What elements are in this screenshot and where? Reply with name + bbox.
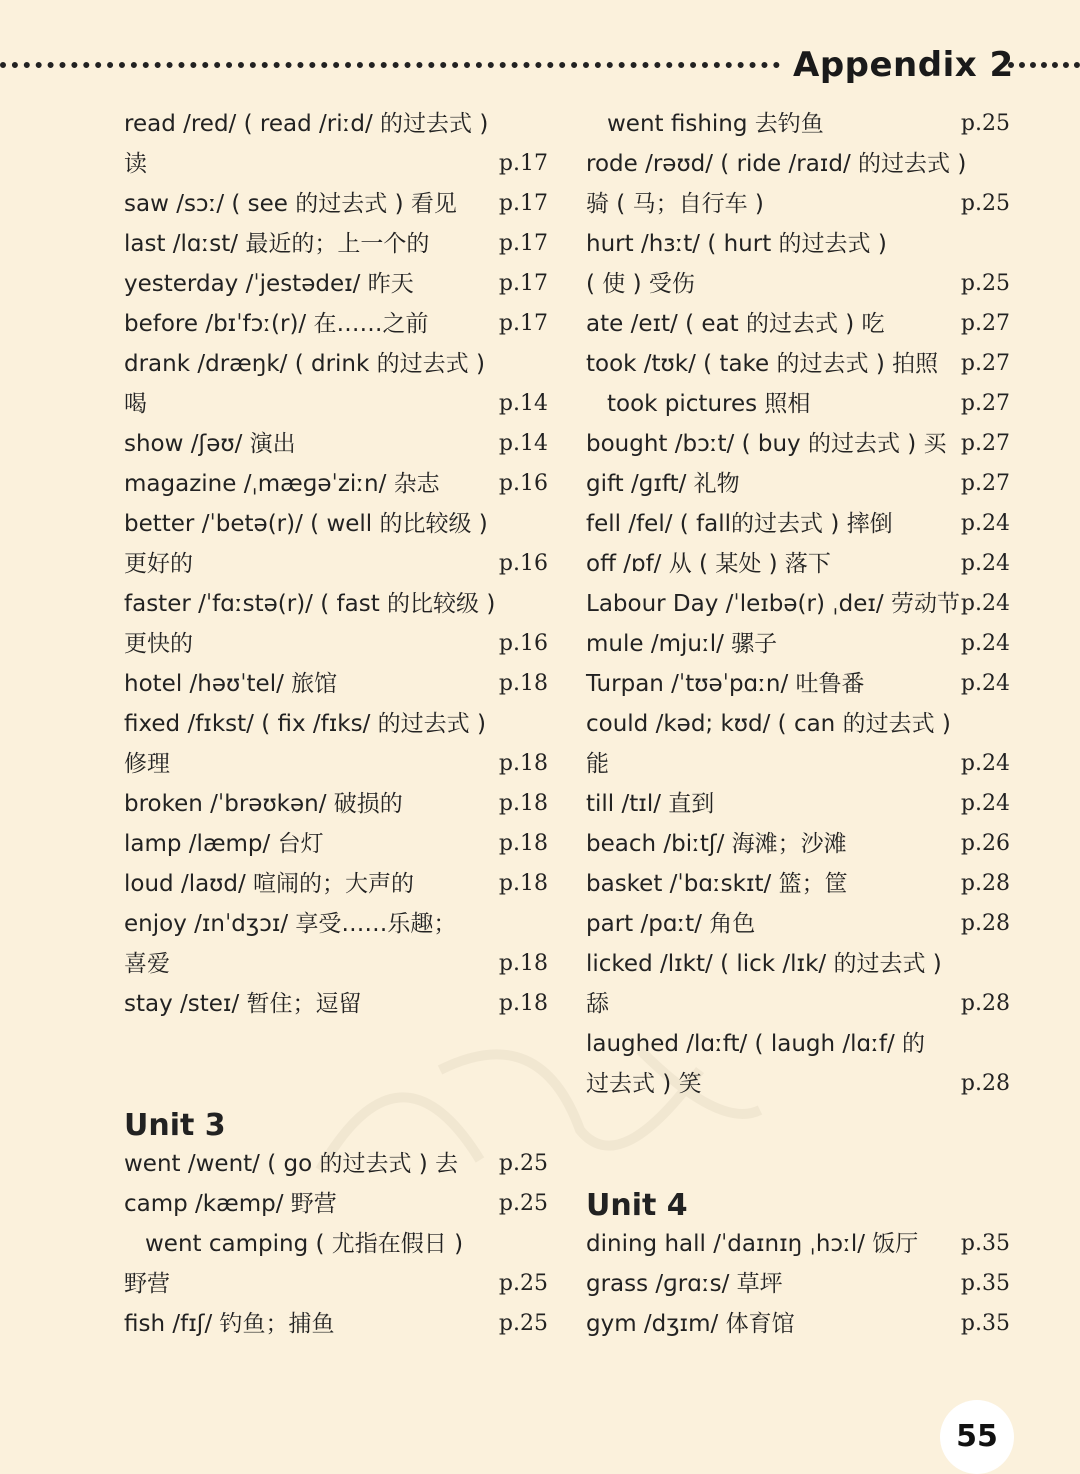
vocab-entry: [586, 1064, 1010, 1104]
vocab-entry: [124, 304, 548, 344]
vocab-entry: [124, 624, 548, 664]
vocab-page-ref: p.18: [498, 991, 548, 1016]
vocab-text: gift /ɡɪft/ 礼物: [586, 471, 740, 497]
vocab-entry: [586, 624, 1010, 664]
vocab-entry: [124, 944, 548, 984]
vocab-page-ref: p.28: [960, 1071, 1010, 1096]
vocab-entry: [124, 1264, 548, 1304]
vocab-entry: [124, 384, 548, 424]
vocab-text: 骑 ( 马；自行车 ): [586, 191, 764, 217]
vocab-entry: [586, 584, 1010, 624]
vocab-page-ref: p.17: [498, 271, 548, 296]
vocab-text: read /red/ ( read /riːd/ 的过去式 ): [124, 111, 489, 137]
vocab-entry: [124, 144, 548, 184]
vocab-page-ref: p.25: [498, 1151, 548, 1176]
vocab-entry: [586, 184, 1010, 224]
vocab-text: licked /lɪkt/ ( lick /lɪk/ 的过去式 ): [586, 951, 942, 977]
vocab-text: broken /ˈbrəʊkən/ 破损的: [124, 791, 403, 817]
vocab-entry: [124, 984, 548, 1024]
vocab-page-ref: p.28: [960, 911, 1010, 936]
vocab-text: 过去式 ) 笑: [586, 1071, 702, 1097]
dotted-rule-left: [0, 62, 780, 68]
vocab-entry: [586, 744, 1010, 784]
vocab-entry: [586, 1024, 1010, 1064]
vocab-text: bought /bɔːt/ ( buy 的过去式 ) 买: [586, 431, 947, 457]
vocab-entry: [586, 424, 1010, 464]
vocab-page-ref: p.24: [960, 591, 1010, 616]
vocab-page-ref: p.35: [960, 1311, 1010, 1336]
vocab-entry: [124, 904, 548, 944]
vocab-text: 舔: [586, 991, 609, 1017]
vocab-text: before /bɪˈfɔː(r)/ 在……之前: [124, 311, 429, 337]
vocab-text: dining hall /ˈdaɪnɪŋ ˌhɔːl/ 饭厅: [586, 1231, 919, 1257]
vocab-entry: [124, 1184, 548, 1224]
vocab-text: could /kəd; kʊd/ ( can 的过去式 ): [586, 711, 951, 737]
vocab-text: Labour Day /ˈleɪbə(r) ˌdeɪ/ 劳动节: [586, 591, 960, 617]
vocab-page-ref: p.27: [960, 431, 1010, 456]
vocab-page-ref: p.17: [498, 231, 548, 256]
vocab-text: went /went/ ( go 的过去式 ) 去: [124, 1151, 459, 1177]
vocab-text: 读: [124, 151, 147, 177]
vocab-entry: [124, 704, 548, 744]
blank-line: [124, 1024, 548, 1064]
vocab-entry: [124, 264, 548, 304]
vocab-text: went camping ( 尤指在假日 ): [145, 1231, 464, 1257]
page-header: [0, 40, 1080, 90]
vocab-text: beach /biːtʃ/ 海滩；沙滩: [586, 831, 847, 857]
unit-heading: [124, 1104, 548, 1144]
vocab-page-ref: p.18: [498, 871, 548, 896]
unit-heading-text: Unit 4: [586, 1188, 688, 1223]
vocab-entry: [586, 224, 1010, 264]
vocab-page-ref: p.14: [498, 431, 548, 456]
vocab-entry: [124, 224, 548, 264]
vocab-text: basket /ˈbɑːskɪt/ 篮；筐: [586, 871, 848, 897]
vocab-entry: [586, 864, 1010, 904]
dotted-rule-right: [1008, 62, 1080, 68]
vocab-text: gym /dʒɪm/ 体育馆: [586, 1311, 795, 1337]
vocab-page-ref: p.24: [960, 671, 1010, 696]
vocab-entry: [586, 704, 1010, 744]
vocab-text: 野营: [124, 1271, 170, 1297]
vocab-page-ref: p.27: [960, 391, 1010, 416]
vocab-text: ate /eɪt/ ( eat 的过去式 ) 吃: [586, 311, 885, 337]
vocab-entry: [586, 784, 1010, 824]
vocab-page-ref: p.24: [960, 511, 1010, 536]
unit-heading: [586, 1184, 1010, 1224]
vocab-page-ref: p.18: [498, 791, 548, 816]
vocab-entry: [124, 584, 548, 624]
vocab-entry: [586, 264, 1010, 304]
vocab-page-ref: p.27: [960, 311, 1010, 336]
vocab-entry: [124, 864, 548, 904]
vocab-entry: [124, 824, 548, 864]
vocab-page-ref: p.16: [498, 631, 548, 656]
vocab-page-ref: p.27: [960, 351, 1010, 376]
vocab-text: camp /kæmp/ 野营: [124, 1191, 337, 1217]
vocab-text: part /pɑːt/ 角色: [586, 911, 756, 937]
vocab-text: till /tɪl/ 直到: [586, 791, 715, 817]
vocab-page-ref: p.24: [960, 631, 1010, 656]
vocab-page-ref: p.25: [498, 1191, 548, 1216]
vocab-text: mule /mjuːl/ 骡子: [586, 631, 778, 657]
vocab-text: 能: [586, 751, 609, 777]
vocab-page-ref: p.18: [498, 671, 548, 696]
vocab-page-ref: p.18: [498, 751, 548, 776]
vocab-text: went fishing 去钓鱼: [607, 111, 824, 137]
vocab-entry: [124, 784, 548, 824]
vocab-text: enjoy /ɪnˈdʒɔɪ/ 享受……乐趣；: [124, 911, 457, 937]
vocab-page-ref: p.26: [960, 831, 1010, 856]
vocab-entry: [124, 104, 548, 144]
vocab-entry: [586, 1224, 1010, 1264]
vocab-text: off /ɒf/ 从 ( 某处 ) 落下: [586, 551, 831, 577]
vocab-page-ref: p.28: [960, 991, 1010, 1016]
vocab-entry: [586, 464, 1010, 504]
vocab-text: took pictures 照相: [607, 391, 811, 417]
vocab-page-ref: p.14: [498, 391, 548, 416]
vocab-text: better /ˈbetə(r)/ ( well 的比较级 ): [124, 511, 488, 537]
vocab-entry: [124, 1144, 548, 1184]
vocab-page-ref: p.25: [960, 271, 1010, 296]
vocab-entry: [586, 384, 1010, 424]
vocab-text: 更好的: [124, 551, 193, 577]
vocab-text: show /ʃəʊ/ 演出: [124, 431, 296, 457]
vocab-text: yesterday /ˈjestədeɪ/ 昨天: [124, 271, 414, 297]
vocab-entry: [124, 184, 548, 224]
blank-line: [124, 1064, 548, 1104]
vocab-text: Turpan /ˈtʊəˈpɑːn/ 吐鲁番: [586, 671, 865, 697]
vocab-page-ref: p.25: [960, 191, 1010, 216]
vocab-text: last /lɑːst/ 最近的；上一个的: [124, 231, 430, 257]
vocab-page-ref: p.16: [498, 471, 548, 496]
vocab-text: rode /rəʊd/ ( ride /raɪd/ 的过去式 ): [586, 151, 967, 177]
vocab-entry: [124, 1304, 548, 1344]
vocab-text: 修理: [124, 751, 170, 777]
vocab-page-ref: p.24: [960, 751, 1010, 776]
vocab-page-ref: p.24: [960, 551, 1010, 576]
vocab-page-ref: p.16: [498, 551, 548, 576]
vocab-entry: [586, 664, 1010, 704]
vocab-page-ref: p.25: [498, 1311, 548, 1336]
vocab-text: faster /ˈfɑːstə(r)/ ( fast 的比较级 ): [124, 591, 496, 617]
vocab-page-ref: p.24: [960, 791, 1010, 816]
vocab-entry: [124, 1224, 548, 1264]
vocab-page-ref: p.25: [498, 1271, 548, 1296]
vocab-entry: [124, 744, 548, 784]
vocab-page-ref: p.18: [498, 951, 548, 976]
vocab-text: laughed /lɑːft/ ( laugh /lɑːf/ 的: [586, 1031, 926, 1057]
vocab-text: hotel /həʊˈtel/ 旅馆: [124, 671, 338, 697]
vocab-text: fish /fɪʃ/ 钓鱼；捕鱼: [124, 1311, 335, 1337]
vocab-text: 更快的: [124, 631, 193, 657]
vocab-entry: [586, 1264, 1010, 1304]
vocab-entry: [586, 984, 1010, 1024]
vocab-entry: [586, 1304, 1010, 1344]
unit-heading-text: Unit 3: [124, 1108, 226, 1143]
vocab-text: 喜爱: [124, 951, 170, 977]
vocab-column-right: [586, 104, 1010, 1344]
vocab-entry: [586, 504, 1010, 544]
vocab-entry: [586, 544, 1010, 584]
vocab-text: ( 使 ) 受伤: [586, 271, 695, 297]
vocab-text: fixed /fɪkst/ ( fix /fɪks/ 的过去式 ): [124, 711, 486, 737]
vocab-text: stay /steɪ/ 暂住；逗留: [124, 991, 362, 1017]
vocab-page-ref: p.17: [498, 151, 548, 176]
vocab-page-ref: p.35: [960, 1231, 1010, 1256]
appendix-title: Appendix 2: [793, 45, 1014, 85]
vocab-entry: [124, 544, 548, 584]
vocab-page-ref: p.35: [960, 1271, 1010, 1296]
vocab-text: hurt /hɜːt/ ( hurt 的过去式 ): [586, 231, 887, 257]
vocab-text: loud /laʊd/ 喧闹的；大声的: [124, 871, 415, 897]
vocab-page-ref: p.27: [960, 471, 1010, 496]
vocab-text: saw /sɔː/ ( see 的过去式 ) 看见: [124, 191, 457, 217]
vocab-entry: [124, 464, 548, 504]
vocab-page-ref: p.28: [960, 871, 1010, 896]
vocab-text: took /tʊk/ ( take 的过去式 ) 拍照: [586, 351, 939, 377]
vocab-column-left: [124, 104, 548, 1344]
vocab-page-ref: p.18: [498, 831, 548, 856]
vocab-text: fell /fel/ ( fall的过去式 ) 摔倒: [586, 511, 893, 537]
vocab-text: drank /dræŋk/ ( drink 的过去式 ): [124, 351, 485, 377]
vocab-entry: [586, 904, 1010, 944]
vocab-entry: [586, 144, 1010, 184]
vocab-entry: [124, 664, 548, 704]
vocab-entry: [124, 424, 548, 464]
vocab-page-ref: p.25: [960, 111, 1010, 136]
vocab-entry: [586, 344, 1010, 384]
blank-line: [586, 1104, 1010, 1144]
vocab-text: grass /ɡrɑːs/ 草坪: [586, 1271, 783, 1297]
vocab-entry: [124, 344, 548, 384]
vocab-text: lamp /læmp/ 台灯: [124, 831, 324, 857]
blank-line: [586, 1144, 1010, 1184]
vocab-entry: [586, 824, 1010, 864]
page-number: 55: [940, 1400, 1014, 1474]
vocab-text: 喝: [124, 391, 147, 417]
vocab-page-ref: p.17: [498, 311, 548, 336]
vocab-entry: [586, 944, 1010, 984]
vocab-page-ref: p.17: [498, 191, 548, 216]
vocab-text: magazine /ˌmæɡəˈziːn/ 杂志: [124, 471, 440, 497]
vocab-entry: [124, 504, 548, 544]
vocab-entry: [586, 104, 1010, 144]
vocab-entry: [586, 304, 1010, 344]
